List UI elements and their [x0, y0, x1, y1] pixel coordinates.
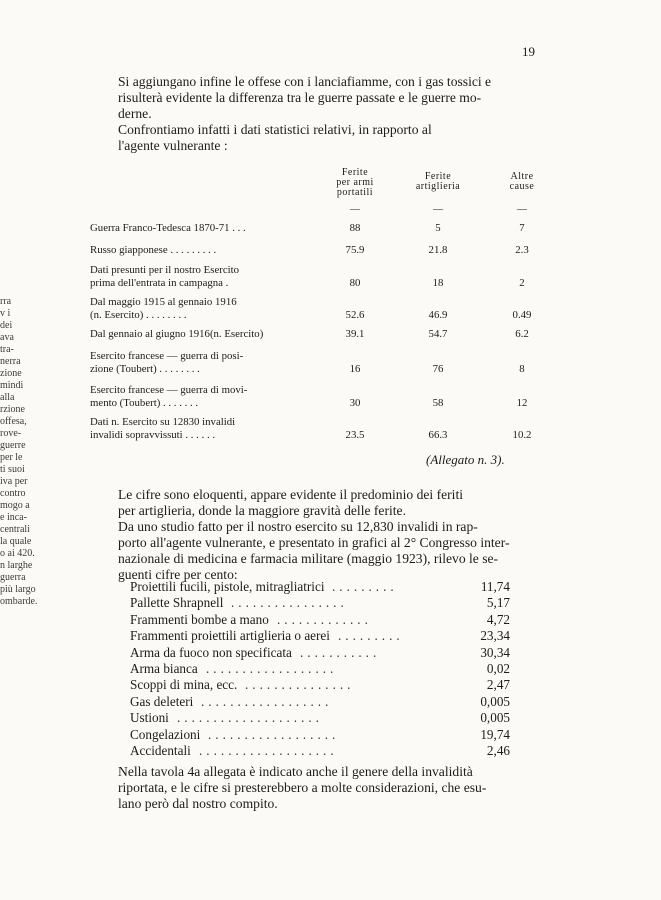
margin-fragment: guerre — [0, 440, 26, 451]
row-label-line: Dal gennaio al giugno 1916(n. Esercito) — [90, 328, 264, 340]
cifre-label: Gas deleteri — [130, 693, 194, 709]
intro-paragraph — [118, 74, 546, 154]
cifre-item — [130, 612, 510, 628]
cifre-value: 0,02 — [486, 660, 510, 676]
leader-dots: ......... — [332, 579, 398, 594]
table-header: Altre — [510, 171, 534, 182]
row-label — [90, 264, 308, 290]
cifre-item — [130, 661, 510, 677]
margin-fragment: alla — [0, 392, 15, 403]
table-header: per armi — [336, 177, 374, 188]
table-cell: 30 — [349, 397, 361, 409]
margin-fragment: contro — [0, 488, 26, 499]
margin-fragment: nerra — [0, 356, 21, 367]
text-line: Le cifre sono eloquenti, appare evidente il predominio dei feriti — [118, 487, 464, 502]
cifre-value: 2,47 — [486, 677, 510, 693]
row-label-line: Dal maggio 1915 al gennaio 1916 — [90, 296, 237, 308]
leader-dots: ............. — [277, 611, 372, 627]
table-cell: 6.2 — [515, 328, 529, 340]
leader-dots: .................. — [208, 726, 340, 742]
text-line: nazionale di medicina e farmacia militare (maggio 1923), rilevo le se- — [118, 551, 499, 566]
row-label — [90, 384, 308, 410]
margin-fragment: mogo a — [0, 500, 30, 511]
row-label-line: mento (Toubert) . . . . . . . — [90, 397, 199, 409]
cifre-label: Accidentali — [130, 742, 191, 758]
row-label — [90, 416, 308, 442]
margin-fragment: zione — [0, 368, 22, 379]
table-cell: 80 — [349, 277, 361, 289]
margin-fragment: rra — [0, 296, 12, 307]
table-header: Ferite — [341, 167, 369, 178]
table-cell: 58 — [432, 397, 444, 409]
cifre-label: Congelazioni — [130, 726, 201, 742]
row-label-line: Russo giapponese . . . . . . . . . — [90, 244, 217, 256]
row-label — [90, 296, 308, 322]
margin-fragment: ava — [0, 332, 14, 343]
table-cell: 88 — [349, 222, 361, 234]
cifre-item — [130, 677, 510, 693]
margin-fragment: v i — [0, 308, 11, 319]
text-line: Confrontiamo infatti i dati statistici relativi, in rapporto al — [118, 122, 432, 137]
text-line: derne. — [118, 106, 152, 121]
margin-fragment: ti suoi — [0, 464, 25, 475]
table-cell: 66.3 — [428, 429, 448, 441]
margin-fragment: più largo — [0, 584, 36, 595]
cifre-item — [130, 694, 510, 710]
cifre-item — [130, 727, 510, 743]
table-cell: 5 — [435, 222, 441, 234]
row-label-line: Dati presunti per il nostro Esercito — [90, 264, 240, 276]
cifre-label: Proiettili fucili, pistole, mitragliatrici — [130, 579, 325, 594]
leader-dots: ......... — [338, 628, 404, 644]
text-line: Si aggiungano infine le offese con i lanciafiamme, con i gas tossici e — [118, 74, 492, 89]
row-label-line: Esercito francese — guerra di posi- — [90, 350, 244, 362]
leader-dots: .................. — [201, 693, 333, 709]
cifre-item — [130, 579, 510, 595]
text-line: lano però dal nostro compito. — [118, 796, 278, 811]
table-cell: 7 — [519, 222, 525, 234]
text-line: Da uno studio fatto per il nostro esercito su 12,830 invalidi in rap- — [118, 519, 478, 534]
table-cell: 76 — [432, 363, 444, 375]
cifre-label: Arma da fuoco non specificata — [130, 644, 292, 660]
cifre-value: 19,74 — [480, 726, 510, 742]
table-header: Ferite — [424, 171, 452, 182]
margin-bleed-text — [0, 296, 36, 608]
margin-fragment: rove- — [0, 428, 22, 439]
cifre-item — [130, 645, 510, 661]
cifre-label: Ustioni — [130, 710, 169, 726]
table-cell: 2 — [519, 277, 525, 289]
row-label — [90, 244, 308, 257]
table-cell: 46.9 — [428, 309, 448, 321]
row-label-line: invalidi sopravvissuti . . . . . . — [90, 429, 216, 441]
body-paragraph — [118, 487, 546, 583]
table-cell: 75.9 — [345, 244, 365, 256]
table-cell: 21.8 — [428, 244, 448, 256]
table-header: artiglieria — [415, 181, 461, 192]
leader-dots: ............... — [245, 677, 355, 693]
row-label-line: Guerra Franco-Tedesca 1870-71 . . . — [90, 222, 246, 234]
table-cell: 18 — [432, 277, 444, 289]
row-label — [90, 328, 308, 341]
leader-dots: .................... — [177, 710, 323, 726]
table-cell: 2.3 — [515, 244, 529, 256]
text-line: Nella tavola 4a allegata è indicato anche il genere della invalidità — [118, 764, 473, 779]
row-label-line: Dati n. Esercito su 12830 invalidi — [90, 416, 236, 428]
text-line: risulterà evidente la differenza tra le guerre passate e le guerre mo- — [118, 90, 482, 105]
margin-fragment: offesa, — [0, 416, 27, 427]
statistics-table — [90, 168, 550, 448]
cifre-item — [130, 743, 510, 759]
table-cell: 10.2 — [512, 429, 532, 441]
margin-fragment: dei — [0, 320, 13, 331]
cifre-label: Arma bianca — [130, 660, 198, 676]
margin-fragment: centrali — [0, 524, 30, 535]
margin-fragment: guerra — [0, 572, 26, 583]
cifre-label: Scoppi di mina, ecc. — [130, 677, 238, 693]
table-header-dash: — — [350, 204, 360, 215]
table-header-dash: — — [433, 204, 443, 215]
text-line: riportata, e le cifre si presterebbero a molte considerazioni, che esu- — [118, 780, 487, 795]
cifre-value: 30,34 — [480, 644, 510, 660]
cifre-value: 11,74 — [480, 579, 510, 594]
text-line: per artiglieria, donde la maggiore gravità delle ferite. — [118, 503, 406, 518]
leader-dots: ................ — [231, 595, 348, 611]
table-cell: 16 — [349, 363, 361, 375]
cifre-value: 0,005 — [480, 693, 510, 709]
margin-fragment: iva per — [0, 476, 28, 487]
table-header: portatili — [336, 187, 374, 198]
cifre-value: 2,46 — [486, 742, 510, 758]
cifre-label: Frammenti proiettili artiglieria o aerei — [130, 628, 330, 644]
cifre-item — [130, 595, 510, 611]
row-label-line: Esercito francese — guerra di movi- — [90, 384, 248, 396]
cifre-value: 5,17 — [486, 595, 510, 611]
margin-fragment: n larghe — [0, 560, 33, 571]
closing-paragraph — [118, 764, 546, 812]
cifre-item — [130, 710, 510, 726]
table-cell: 54.7 — [428, 328, 448, 340]
page-number: 19 — [522, 44, 535, 59]
table-cell: 0.49 — [512, 309, 532, 321]
table-header: cause — [509, 181, 535, 192]
margin-fragment: la quale — [0, 536, 32, 547]
margin-fragment: rzione — [0, 404, 25, 415]
cifre-value: 0,005 — [480, 710, 510, 726]
cifre-label: Frammenti bombe a mano — [130, 611, 269, 627]
table-cell: 52.6 — [345, 309, 365, 321]
cifre-label: Pallette Shrapnell — [130, 595, 224, 611]
table-cell: 23.5 — [345, 429, 365, 441]
table-cell: 12 — [516, 397, 528, 409]
row-label-line: zione (Toubert) . . . . . . . . — [90, 363, 200, 375]
row-label-line: prima dell'entrata in campagna . — [90, 277, 229, 289]
row-label-line: (n. Esercito) . . . . . . . . — [90, 309, 187, 321]
table-cell: 8 — [519, 363, 525, 375]
margin-fragment: tra- — [0, 344, 14, 355]
leader-dots: .................. — [206, 660, 338, 676]
table-header-dash: — — [517, 204, 527, 215]
margin-fragment: ombarde. — [0, 596, 38, 607]
cifre-item — [130, 628, 510, 644]
row-label — [90, 222, 308, 235]
margin-fragment: per le — [0, 452, 23, 463]
margin-fragment: o ai 420. — [0, 548, 35, 559]
text-line: guenti cifre per cento: — [118, 567, 238, 582]
cifre-list — [130, 579, 510, 759]
margin-fragment: e inca- — [0, 512, 27, 523]
text-line: porto all'agente vulnerante, e presentato in grafici al 2° Congresso inter- — [118, 535, 510, 550]
text-line: l'agente vulnerante : — [118, 138, 228, 153]
table-cell: 39.1 — [345, 328, 365, 340]
margin-fragment: mindi — [0, 380, 24, 391]
row-label — [90, 350, 308, 376]
cifre-value: 4,72 — [486, 611, 510, 627]
allegato-reference: (Allegato n. 3). — [426, 452, 505, 467]
cifre-value: 23,34 — [480, 628, 510, 644]
leader-dots: ........... — [300, 644, 381, 660]
leader-dots: ................... — [199, 742, 338, 758]
